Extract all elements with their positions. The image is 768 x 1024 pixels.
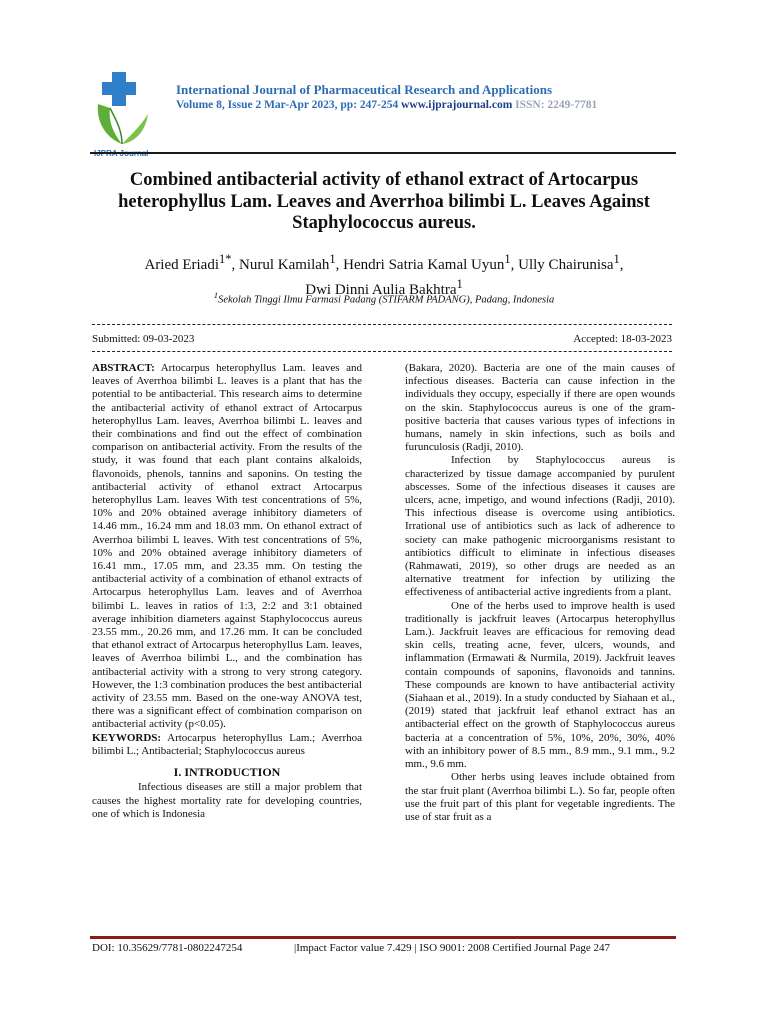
volume-info: Volume 8, Issue 2 Mar-Apr 2023, pp: 247-254: [176, 99, 399, 111]
dashed-divider-top: [92, 324, 672, 325]
dashed-divider-bottom: [92, 351, 672, 352]
journal-logo-icon: [92, 64, 156, 160]
right-column: [405, 362, 675, 824]
author: Hendri Satria Kamal Uyun$^1$,: [343, 252, 519, 273]
journal-website-link[interactable]: www.ijprajournal.com: [401, 99, 513, 111]
body-paragraph: Infection by Staphylococcus aureus is characterized by tissue damage accompanied by purulent abscesses. Some of the infectious diseases it causes are ulcers, acne, impetigo, and wound infections (Radji, 2010). This infectious disease is overcome using antibiotics. Irrational use of antibiotics such as lack of adherence to society can make pathogenic microorganisms resistant to antibiotics difficult to eliminate in infectious diseases (Rahmawati, 2019), so other drugs are needed as an alternative treatment for infection by utilizing the effectiveness of antibacterial active ingredients from a plant.: [405, 454, 675, 599]
issn: ISSN: 2249-7781: [515, 99, 598, 111]
section-heading-introduction: I. INTRODUCTION: [173, 765, 281, 780]
doi-link[interactable]: DOI: 10.35629/7781-0802247254: [92, 942, 243, 954]
keywords: KEYWORDS: Artocarpus heterophyllus Lam.; Averrhoa bilimbi L.; Antibacterial; Staphylococcus aureus: [92, 731, 362, 757]
journal-name: International Journal of Pharmaceutical Research and Applications: [176, 82, 553, 97]
affiliation: $^1$Sekolah Tinggi Ilmu Farmasi Padang (STIFARM PADANG), Padang, Indonesia: [213, 290, 555, 306]
paper-title: Combined antibacterial activity of ethanol extract of Artocarpus heterophyllus Lam. Leaves and Averrhoa bilimbi L. Leaves Against Staphylococcus aureus.: [118, 170, 650, 233]
accepted-date: Accepted: 18-03-2023: [573, 333, 672, 345]
left-column: [92, 362, 362, 821]
footer-impact-info: |Impact Factor value 7.429 | ISO 9001: 2008 Certified Journal Page 247: [294, 942, 611, 954]
journal-info: [176, 98, 736, 113]
journal-header: [176, 82, 736, 113]
abstract: ABSTRACT: Artocarpus heterophyllus Lam. leaves and leaves of Averrhoa bilimbi L. leaves is a plant that has the potential to be antibacterial. This research aims to determine the antibacterial activity of ethanol extract of Artocarpus heterophyllus Lam. leaves, Averrhoa bilimbi L. leaves and their combinations and find out the effect of combination comparison on antibacterial activity. From the results of the study, it was found that each plant contains alkaloids, flavonoids, phenols, tannins and saponins. On testing the antibacterial activity of ethanol extract Artocarpus heterophyllus Lam. leaves With test concentrations of 5%, 10% and 20% obtained average inhibitory diameters of 14.46 mm., 16.24 mm and 18.03 mm. On ethanol extract of Averrhoa bilimbi L leaves. With test concentrations of 5%, 10% and 20% obtained average inhibitory diameters of 16.41 mm., 17.05 mm, and 23.35 mm. On testing the antibacterial activity of a combination of ethanol extracts of Artocarpus heterophyllus Lam. leaves and of Averrhoa bilimbi L. leaves in ratios of 1:3, 2:2 and 3:1 obtained average inhibition diameters against Staphylococcus aureus 23.55 mm., 20.26 mm, and 17.26 mm. It can be concluded that ethanol extract of Artocarpus heterophyllus Lam. leaves, leaves of Averrhoa bilimbi L., and the combination has antibacterial activity with a strong to very strong category. However, the 1:3 combination produces the best antibacterial activity of 23.55 mm. Based on the one-way ANOVA test, there was a significant effect of combination comparison on antibacterial activity (p<0.05).: [92, 362, 362, 731]
author: Ully Chairunisa$^1$,: [518, 252, 624, 273]
author: Nurul Kamilah$^1$,: [239, 252, 344, 273]
journal-logo: [92, 64, 156, 160]
body-paragraph: Other herbs using leaves include obtained from the star fruit plant (Averrhoa bilimbi L.). So far, people often use the fruit part of this plant for vegetable ingredients. The use of star fruit as a: [405, 771, 675, 823]
header-divider: [90, 152, 676, 154]
submission-dates: [92, 333, 672, 346]
footer-divider: [90, 936, 676, 939]
body-paragraph: One of the herbs used to improve health is used traditionally is jackfruit leaves (Artocarpus heterophyllus Lam.). Jackfruit leaves are efficacious for removing dead skin cells, treating acne, fever, ulcers, wounds, and inflammation (Ermawati & Nurmila, 2019). Jackfruit leaves contain compounds of saponins, flavonoids and tannins. These compounds are known to have antibacterial activity (Siahaan et al., 2019). In a study conducted by Siahaan et al., (2019) stated that jackfruit leaf ethanol extract has an antibacterial effect on the growth of Staphylococcus aureus bacteria at a concentration of 5%, 10%, 20%, 30%, 40% with an inhibitory power of 8.5 mm., 8.9 mm., 9.1 mm., 9.2 mm., 9.6 mm.: [405, 599, 675, 771]
body-paragraph: (Bakara, 2020). Bacteria are one of the main causes of infectious diseases. Bacteria can cause infection in the individuals they occupy, especially if there are open wounds on the skin. Staphylococcus aureus is one of the gram-positive bacteria that causes various types of infections in humans, namely in skin infections, such as boils and furunculosis (Radji, 2010).: [405, 362, 675, 454]
intro-paragraph: Infectious diseases are still a major problem that causes the highest mortality rate for developing countries, one of which is Indonesia: [92, 781, 362, 820]
author: Dwi Dinni Aulia Bakhtra$^1$: [305, 277, 463, 298]
author: Aried Eriadi$^{1*}$,: [144, 252, 240, 273]
submitted-date: Submitted: 09-03-2023: [92, 333, 195, 345]
